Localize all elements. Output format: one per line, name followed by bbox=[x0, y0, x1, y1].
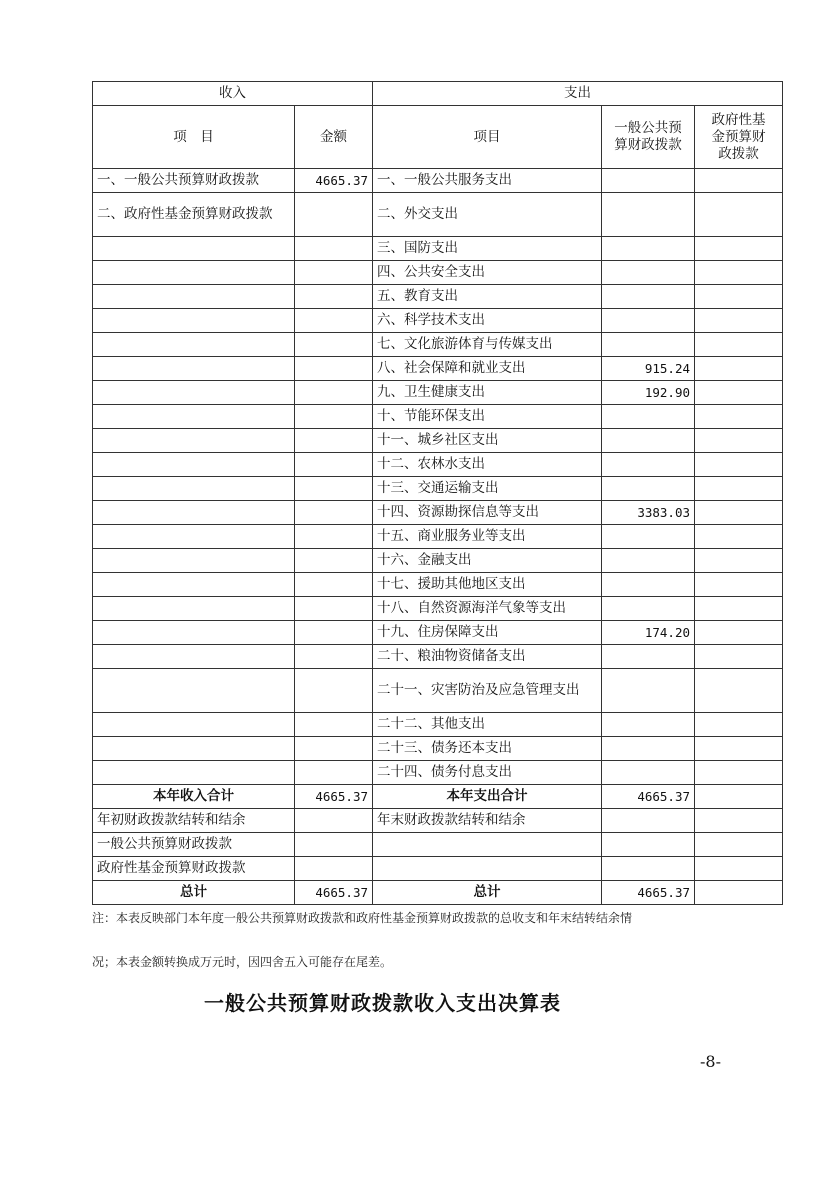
expense-item-cell: 十九、住房保障支出 bbox=[373, 621, 602, 645]
carryover-row bbox=[93, 809, 783, 833]
expense-fund-cell bbox=[695, 477, 783, 501]
income-amount-cell bbox=[295, 549, 373, 573]
expense-fund-cell bbox=[695, 405, 783, 429]
expense-fund-cell bbox=[695, 549, 783, 573]
expense-general-cell bbox=[602, 737, 695, 761]
income-item-cell bbox=[93, 573, 295, 597]
table-row bbox=[93, 597, 783, 621]
table-row bbox=[93, 285, 783, 309]
expense-general-cell bbox=[602, 333, 695, 357]
table-row bbox=[93, 645, 783, 669]
grand-total-row-general: 4665.37 bbox=[602, 881, 695, 905]
income-item-cell bbox=[93, 261, 295, 285]
expense-fund-cell bbox=[695, 429, 783, 453]
income-amount-cell bbox=[295, 597, 373, 621]
expense-general-cell bbox=[602, 405, 695, 429]
grand-total-row-fund bbox=[695, 881, 783, 905]
carryover-row bbox=[93, 833, 783, 857]
expense-item-cell bbox=[373, 833, 602, 857]
expense-fund-cell bbox=[695, 621, 783, 645]
expense-general-cell bbox=[602, 857, 695, 881]
column-header-row bbox=[93, 106, 783, 169]
expense-fund-cell bbox=[695, 833, 783, 857]
expense-general-cell bbox=[602, 549, 695, 573]
year-total-row-income-label: 本年收入合计 bbox=[93, 785, 295, 809]
expense-item-cell: 十一、城乡社区支出 bbox=[373, 429, 602, 453]
expense-item-cell: 一、一般公共服务支出 bbox=[373, 169, 602, 193]
table-note-line-1: 注：本表反映部门本年度一般公共预算财政拨款和政府性基金预算财政拨款的总收支和年末结转结余情 bbox=[92, 911, 633, 925]
expense-fund-cell bbox=[695, 193, 783, 237]
income-amount-cell bbox=[295, 453, 373, 477]
expense-item-cell: 二十三、债务还本支出 bbox=[373, 737, 602, 761]
year-total-row-income-amount: 4665.37 bbox=[295, 785, 373, 809]
grand-total-row-expense-label: 总计 bbox=[373, 881, 602, 905]
table-row bbox=[93, 405, 783, 429]
table-row bbox=[93, 261, 783, 285]
expense-general-cell: 174.20 bbox=[602, 621, 695, 645]
expense-item-cell: 二、外交支出 bbox=[373, 193, 602, 237]
year-total-row-expense-label: 本年支出合计 bbox=[373, 785, 602, 809]
next-table-title: 一般公共预算财政拨款收入支出决算表 bbox=[204, 991, 561, 1015]
income-amount-cell bbox=[295, 237, 373, 261]
expense-fund-cell bbox=[695, 453, 783, 477]
income-item-cell: 年初财政拨款结转和结余 bbox=[93, 809, 295, 833]
expense-general-cell bbox=[602, 573, 695, 597]
table-row bbox=[93, 525, 783, 549]
expense-fund-cell bbox=[695, 645, 783, 669]
expense-general-cell bbox=[602, 669, 695, 713]
income-amount-cell bbox=[295, 761, 373, 785]
income-group-header: 收入 bbox=[93, 82, 373, 106]
income-item-cell bbox=[93, 237, 295, 261]
income-item-cell bbox=[93, 381, 295, 405]
expense-general-cell: 3383.03 bbox=[602, 501, 695, 525]
income-item-cell: 一般公共预算财政拨款 bbox=[93, 833, 295, 857]
expense-item-cell: 十、节能环保支出 bbox=[373, 405, 602, 429]
expense-item-cell: 六、科学技术支出 bbox=[373, 309, 602, 333]
income-item-cell bbox=[93, 737, 295, 761]
table-row bbox=[93, 737, 783, 761]
expense-fund-cell bbox=[695, 309, 783, 333]
table-row bbox=[93, 333, 783, 357]
income-item-cell bbox=[93, 357, 295, 381]
income-amount-cell bbox=[295, 381, 373, 405]
income-amount-cell bbox=[295, 857, 373, 881]
expense-general-cell bbox=[602, 193, 695, 237]
expense-item-cell: 二十二、其他支出 bbox=[373, 713, 602, 737]
table-row bbox=[93, 573, 783, 597]
income-item-cell: 一、一般公共预算财政拨款 bbox=[93, 169, 295, 193]
expense-item-cell: 二十四、债务付息支出 bbox=[373, 761, 602, 785]
expense-fund-cell bbox=[695, 285, 783, 309]
expense-general-cell: 192.90 bbox=[602, 381, 695, 405]
income-amount-cell: 4665.37 bbox=[295, 169, 373, 193]
income-amount-cell bbox=[295, 429, 373, 453]
table-row bbox=[93, 477, 783, 501]
expense-item-cell: 十四、资源勘探信息等支出 bbox=[373, 501, 602, 525]
income-item-cell bbox=[93, 549, 295, 573]
income-item-cell bbox=[93, 621, 295, 645]
income-item-cell bbox=[93, 501, 295, 525]
expense-fund-cell bbox=[695, 237, 783, 261]
year-total-row-fund bbox=[695, 785, 783, 809]
expense-item-cell: 三、国防支出 bbox=[373, 237, 602, 261]
expense-general-cell bbox=[602, 309, 695, 333]
income-amount-cell bbox=[295, 713, 373, 737]
expense-general-cell bbox=[602, 169, 695, 193]
income-item-cell bbox=[93, 405, 295, 429]
income-item-cell bbox=[93, 477, 295, 501]
expense-fund-cell bbox=[695, 169, 783, 193]
group-header-row bbox=[93, 82, 783, 106]
expense-general-cell bbox=[602, 477, 695, 501]
expense-general-cell bbox=[602, 285, 695, 309]
income-item-cell bbox=[93, 713, 295, 737]
income-amount-cell bbox=[295, 525, 373, 549]
expense-item-cell: 年末财政拨款结转和结余 bbox=[373, 809, 602, 833]
table-row bbox=[93, 309, 783, 333]
income-amount-cell bbox=[295, 333, 373, 357]
table-row bbox=[93, 501, 783, 525]
table-row bbox=[93, 621, 783, 645]
expense-item-cell: 十七、援助其他地区支出 bbox=[373, 573, 602, 597]
table-row bbox=[93, 669, 783, 713]
income-amount-cell bbox=[295, 621, 373, 645]
income-amount-cell bbox=[295, 833, 373, 857]
expense-fund-cell bbox=[695, 597, 783, 621]
income-amount-cell bbox=[295, 669, 373, 713]
income-item-cell bbox=[93, 333, 295, 357]
expense-fund-cell bbox=[695, 737, 783, 761]
expense-item-cell: 十二、农林水支出 bbox=[373, 453, 602, 477]
expense-general-cell bbox=[602, 429, 695, 453]
expense-item-cell: 十五、商业服务业等支出 bbox=[373, 525, 602, 549]
expense-fund-cell bbox=[695, 525, 783, 549]
table-row bbox=[93, 381, 783, 405]
expense-fund-cell bbox=[695, 573, 783, 597]
income-item-cell bbox=[93, 645, 295, 669]
income-amount-cell bbox=[295, 357, 373, 381]
grand-total-row bbox=[93, 881, 783, 905]
income-amount-cell bbox=[295, 285, 373, 309]
expense-general-cell bbox=[602, 261, 695, 285]
table-row bbox=[93, 193, 783, 237]
expense-fund-cell bbox=[695, 669, 783, 713]
expense-fund-header: 政府性基金预算财政拨款 bbox=[695, 106, 783, 169]
income-amount-cell bbox=[295, 737, 373, 761]
expense-group-header: 支出 bbox=[373, 82, 783, 106]
income-amount-cell bbox=[295, 645, 373, 669]
expense-item-header: 项目 bbox=[373, 106, 602, 169]
income-item-cell: 二、政府性基金预算财政拨款 bbox=[93, 193, 295, 237]
income-amount-cell bbox=[295, 501, 373, 525]
income-item-cell bbox=[93, 429, 295, 453]
table-row bbox=[93, 429, 783, 453]
income-amount-cell bbox=[295, 193, 373, 237]
page-number: -8- bbox=[700, 1052, 721, 1071]
expense-item-cell: 十八、自然资源海洋气象等支出 bbox=[373, 597, 602, 621]
income-amount-cell bbox=[295, 309, 373, 333]
year-total-row bbox=[93, 785, 783, 809]
table-row bbox=[93, 761, 783, 785]
expense-item-cell: 九、卫生健康支出 bbox=[373, 381, 602, 405]
expense-general-header: 一般公共预算财政拨款 bbox=[602, 106, 695, 169]
expense-fund-cell bbox=[695, 333, 783, 357]
expense-item-cell: 二十一、灾害防治及应急管理支出 bbox=[373, 669, 602, 713]
expense-item-cell: 七、文化旅游体育与传媒支出 bbox=[373, 333, 602, 357]
expense-general-cell bbox=[602, 713, 695, 737]
grand-total-row-income-amount: 4665.37 bbox=[295, 881, 373, 905]
carryover-row bbox=[93, 857, 783, 881]
expense-general-cell bbox=[602, 809, 695, 833]
income-item-cell bbox=[93, 453, 295, 477]
income-item-header: 项 目 bbox=[93, 106, 295, 169]
expense-fund-cell bbox=[695, 261, 783, 285]
table-row bbox=[93, 453, 783, 477]
income-item-cell bbox=[93, 309, 295, 333]
expense-item-cell: 八、社会保障和就业支出 bbox=[373, 357, 602, 381]
expense-item-cell: 十六、金融支出 bbox=[373, 549, 602, 573]
income-item-cell: 政府性基金预算财政拨款 bbox=[93, 857, 295, 881]
expense-general-cell bbox=[602, 761, 695, 785]
expense-general-cell bbox=[602, 525, 695, 549]
expense-fund-cell bbox=[695, 809, 783, 833]
income-item-cell bbox=[93, 525, 295, 549]
expense-item-cell: 四、公共安全支出 bbox=[373, 261, 602, 285]
expense-general-cell bbox=[602, 833, 695, 857]
table-row bbox=[93, 549, 783, 573]
expense-fund-cell bbox=[695, 857, 783, 881]
grand-total-row-income-label: 总计 bbox=[93, 881, 295, 905]
expense-item-cell: 十三、交通运输支出 bbox=[373, 477, 602, 501]
income-amount-cell bbox=[295, 261, 373, 285]
expense-fund-cell bbox=[695, 357, 783, 381]
expense-general-cell bbox=[602, 453, 695, 477]
budget-table bbox=[92, 81, 783, 905]
expense-fund-cell bbox=[695, 713, 783, 737]
expense-fund-cell bbox=[695, 501, 783, 525]
income-item-cell bbox=[93, 669, 295, 713]
table-row bbox=[93, 713, 783, 737]
expense-general-cell bbox=[602, 597, 695, 621]
expense-item-cell: 二十、粮油物资储备支出 bbox=[373, 645, 602, 669]
income-amount-cell bbox=[295, 809, 373, 833]
expense-item-cell: 五、教育支出 bbox=[373, 285, 602, 309]
expense-general-cell bbox=[602, 237, 695, 261]
income-item-cell bbox=[93, 285, 295, 309]
table-row bbox=[93, 169, 783, 193]
table-row bbox=[93, 357, 783, 381]
table-row bbox=[93, 237, 783, 261]
year-total-row-general: 4665.37 bbox=[602, 785, 695, 809]
expense-general-cell bbox=[602, 645, 695, 669]
expense-item-cell bbox=[373, 857, 602, 881]
income-item-cell bbox=[93, 761, 295, 785]
income-amount-header: 金额 bbox=[295, 106, 373, 169]
income-amount-cell bbox=[295, 573, 373, 597]
income-amount-cell bbox=[295, 405, 373, 429]
table-note-line-2: 况；本表金额转换成万元时，因四舍五入可能存在尾差。 bbox=[92, 955, 393, 969]
expense-general-cell: 915.24 bbox=[602, 357, 695, 381]
expense-fund-cell bbox=[695, 761, 783, 785]
expense-fund-cell bbox=[695, 381, 783, 405]
income-item-cell bbox=[93, 597, 295, 621]
income-amount-cell bbox=[295, 477, 373, 501]
